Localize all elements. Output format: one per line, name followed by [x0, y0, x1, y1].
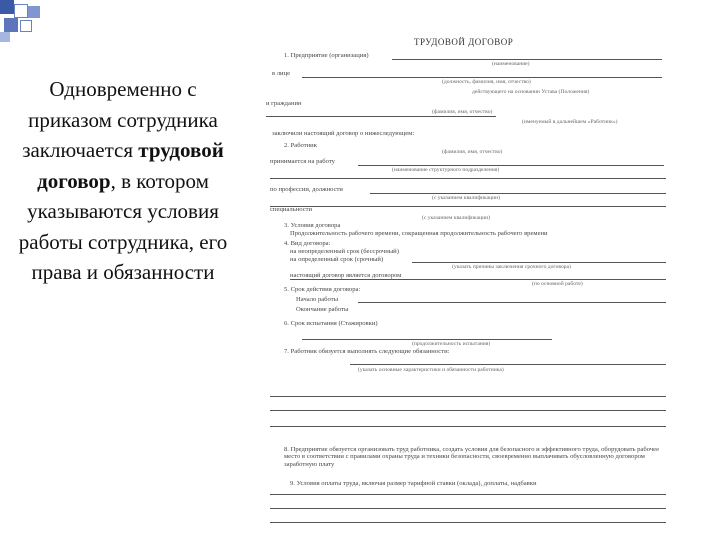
form-line: 4. Вид договора:: [284, 240, 331, 247]
form-line: (наименование структурного подразделения): [392, 167, 500, 173]
form-line: (продолжительность испытания): [412, 341, 491, 347]
form-line: на неопределенный срок (бессрочный): [290, 248, 399, 255]
form-line: (должность, фамилия, имя, отчество): [442, 79, 531, 85]
form-line: (с указанием квалификации): [422, 215, 490, 221]
form-line: и гражданин: [266, 100, 302, 107]
form-line: 1. Предприятие (организация): [284, 52, 369, 59]
form-line: 2. Работник: [284, 142, 317, 149]
form-line: заключили настоящий договор о нижеследующем:: [272, 130, 415, 137]
form-line: (указать основные характеристики и обязанности работника): [358, 367, 504, 373]
deco-square-1: [0, 0, 14, 14]
form-line: 3. Условия договора: [284, 222, 341, 229]
form-line: (фамилия, имя, отчество): [442, 149, 503, 155]
slide-text: [18, 74, 228, 288]
slide-text-part1: Одновременно с приказом сотрудника заключается: [22, 77, 218, 162]
deco-square-3: [28, 6, 40, 18]
form-line: Окончание работы: [296, 306, 349, 313]
form-line: (указать причины заключения срочного договора): [452, 264, 571, 270]
form-line: (по основной работе): [532, 281, 583, 287]
form-line: 5. Срок действия договора:: [284, 286, 361, 293]
form-line: (именуемый в дальнейшем «Работник»): [522, 119, 618, 125]
contract-form-image: [262, 34, 674, 534]
form-line: 6. Срок испытания (Стажировки): [284, 320, 378, 327]
form-line: 7. Работник обязуется выполнять следующие обязанности:: [284, 348, 450, 355]
form-line: принимается на работу: [270, 158, 335, 165]
form-line: настоящий договор является договором: [290, 272, 402, 279]
form-title: ТРУДОВОЙ ДОГОВОР: [414, 37, 514, 47]
deco-square-4: [4, 18, 18, 32]
slide-text-part2: , в котором указываются условия работы сотрудника, его права и обязанности: [18, 168, 228, 284]
form-line: Начало работы: [296, 296, 339, 303]
form-line: Продолжительность рабочего времени, сокращенная продолжительность рабочего времени: [290, 230, 548, 237]
form-line: в лице: [272, 70, 291, 77]
form-line: 8. Предприятие обязуется организовать труд работника, создать условия для безопасного и эффективного труда, оборудовать рабочее место в соответствии с правилами охраны труда и техники безопасности, своевременно выплачивать обусловленную договором заработную плату: [284, 446, 660, 468]
deco-square-6: [0, 32, 10, 42]
form-line: (фамилия, имя, отчество): [432, 109, 493, 115]
form-line: действующего на основании Устава (Положения): [472, 89, 590, 95]
form-line: специальности: [270, 206, 313, 213]
form-line: 9. Условия оплаты труда, включая размер тарифной ставки (оклада), доплаты, надбавки: [290, 480, 537, 487]
deco-square-2: [14, 4, 28, 18]
form-line: (с указанием квалификации): [432, 195, 500, 201]
form-line: по профессии, должности: [270, 186, 343, 193]
form-line: на определенный срок (срочный): [290, 256, 384, 263]
slide-text-bold: трудовой договор: [37, 138, 224, 193]
deco-square-5: [20, 20, 32, 32]
form-line: (наименование): [492, 61, 530, 67]
